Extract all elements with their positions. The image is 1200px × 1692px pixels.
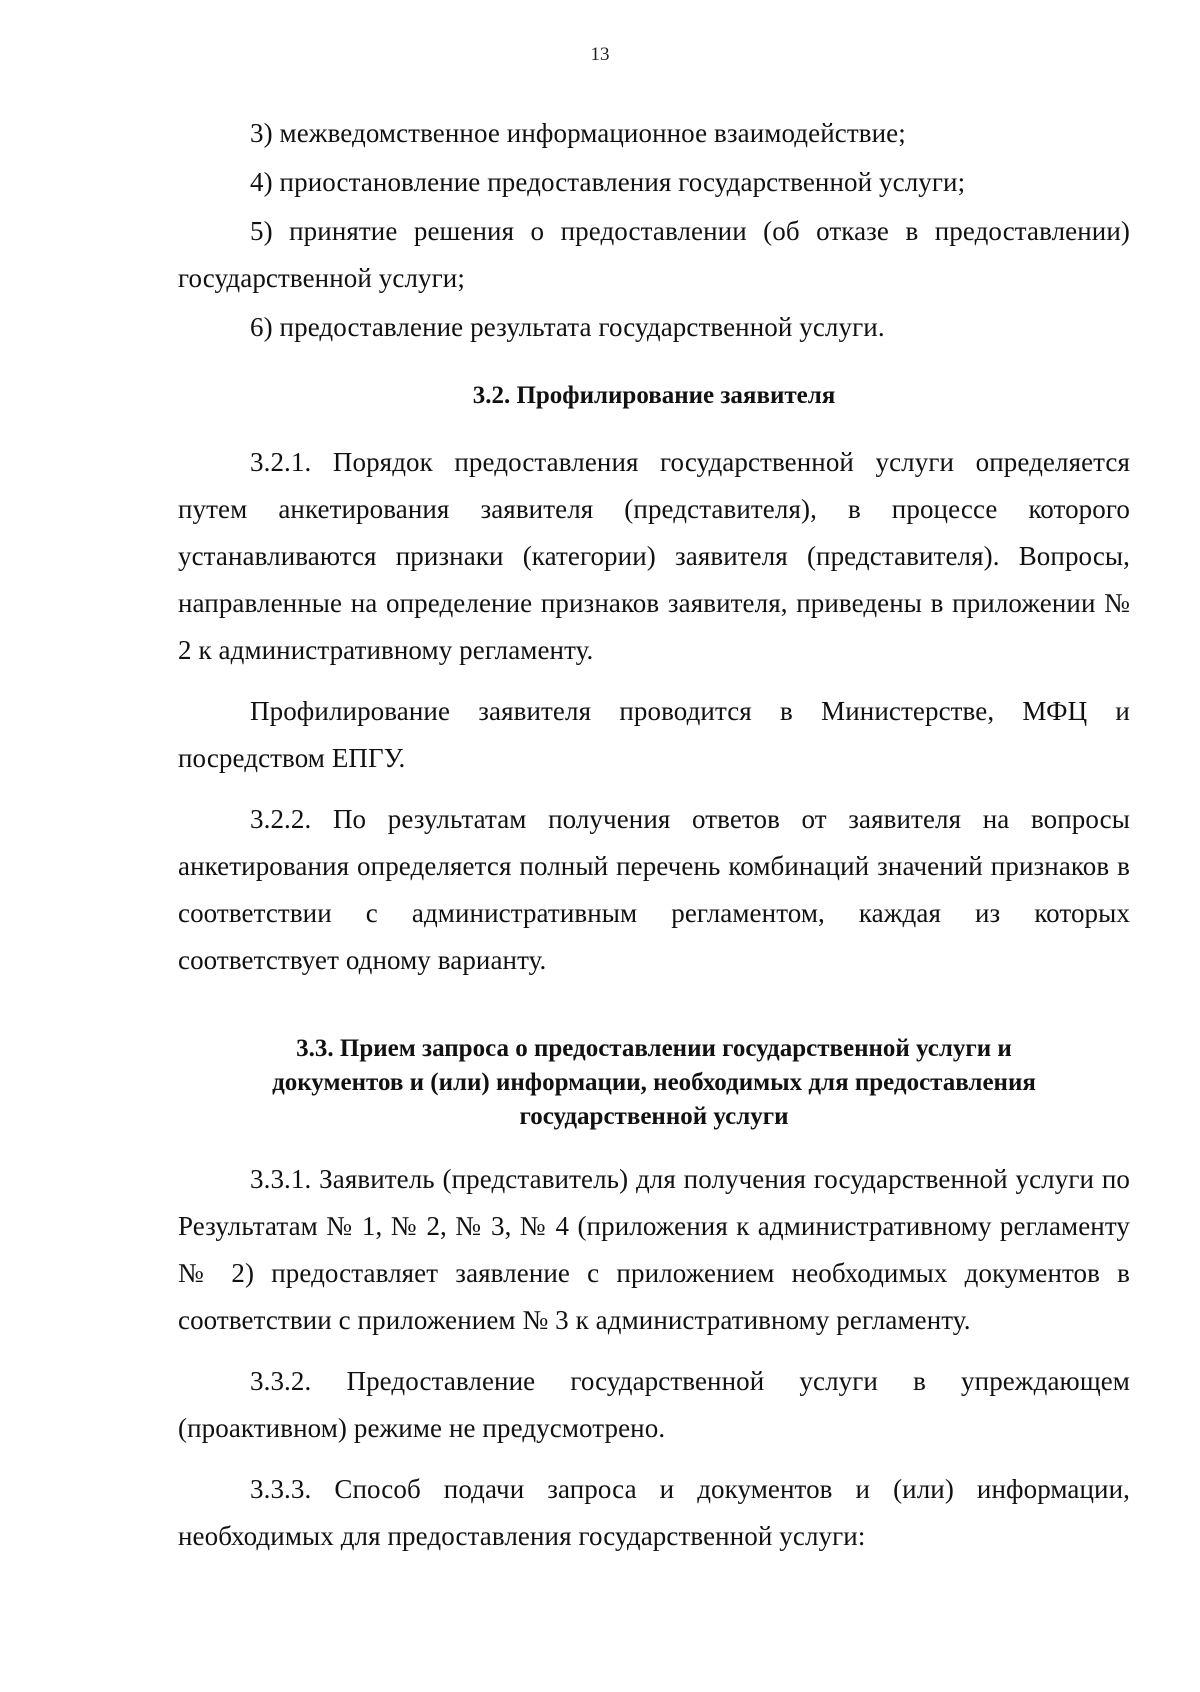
paragraph-3-2-2: 3.2.2. По результатам получения ответов от заявителя на вопросы анкетирования определяется полный перечень комбинаций значений признаков в соответствии с административным регламентом, каждая из которых соответствует одному варианту. [178,804,1130,975]
section-3-2-heading: 3.2. Профилирование заявителя [472,382,836,409]
paragraph-3-2-1: 3.2.1. Порядок предоставления государственной услуги определяется путем анкетирования заявителя (представителя), в процессе которого устанавливаются признаки (категории) заявителя (представителя). Вопросы, направленные на определение признаков заявителя, приведены в приложении № 2 к административному регламенту. [178,447,1130,665]
page-number: 13 [590,44,610,65]
list-item-3: 3) межведомственное информационное взаимодействие; [250,118,906,148]
paragraph-3-3-3: 3.3.3. Способ подачи запроса и документов и (или) информации, необходимых для предоставления государственной услуги: [178,1474,1130,1551]
section-3-3-heading [178,1032,1130,1134]
section-3-3-heading-line-2: документов и (или) информации, необходимых для предоставления [272,1069,1036,1096]
list-item-6: 6) предоставление результата государственной услуги. [250,312,885,342]
paragraph-3-3-2: 3.3.2. Предоставление государственной услуги в упреждающем (проактивном) режиме не предусмотрено. [178,1366,1130,1443]
section-3-3-heading-line-1: 3.3. Прием запроса о предоставлении государственной услуги и [296,1035,1012,1062]
paragraph-profiling-location: Профилирование заявителя проводится в Министерстве, МФЦ и посредством ЕПГУ. [178,696,1130,773]
document-body [178,110,1130,1574]
list-item-5: 5) принятие решения о предоставлении (об отказе в предоставлении) государственной услуги; [178,216,1130,293]
section-3-3-heading-line-3: государственной услуги [519,1103,789,1130]
paragraph-3-3-1: 3.3.1. Заявитель (представитель) для получения государственной услуги по Результатам № 1, № 2, № 3, № 4 (приложения к административному регламенту № 2) предоставляет заявление с приложением необходимых документов в соответствии с приложением № 3 к административному регламенту. [178,1164,1130,1335]
list-item-4: 4) приостановление предоставления государственной услуги; [250,167,966,197]
